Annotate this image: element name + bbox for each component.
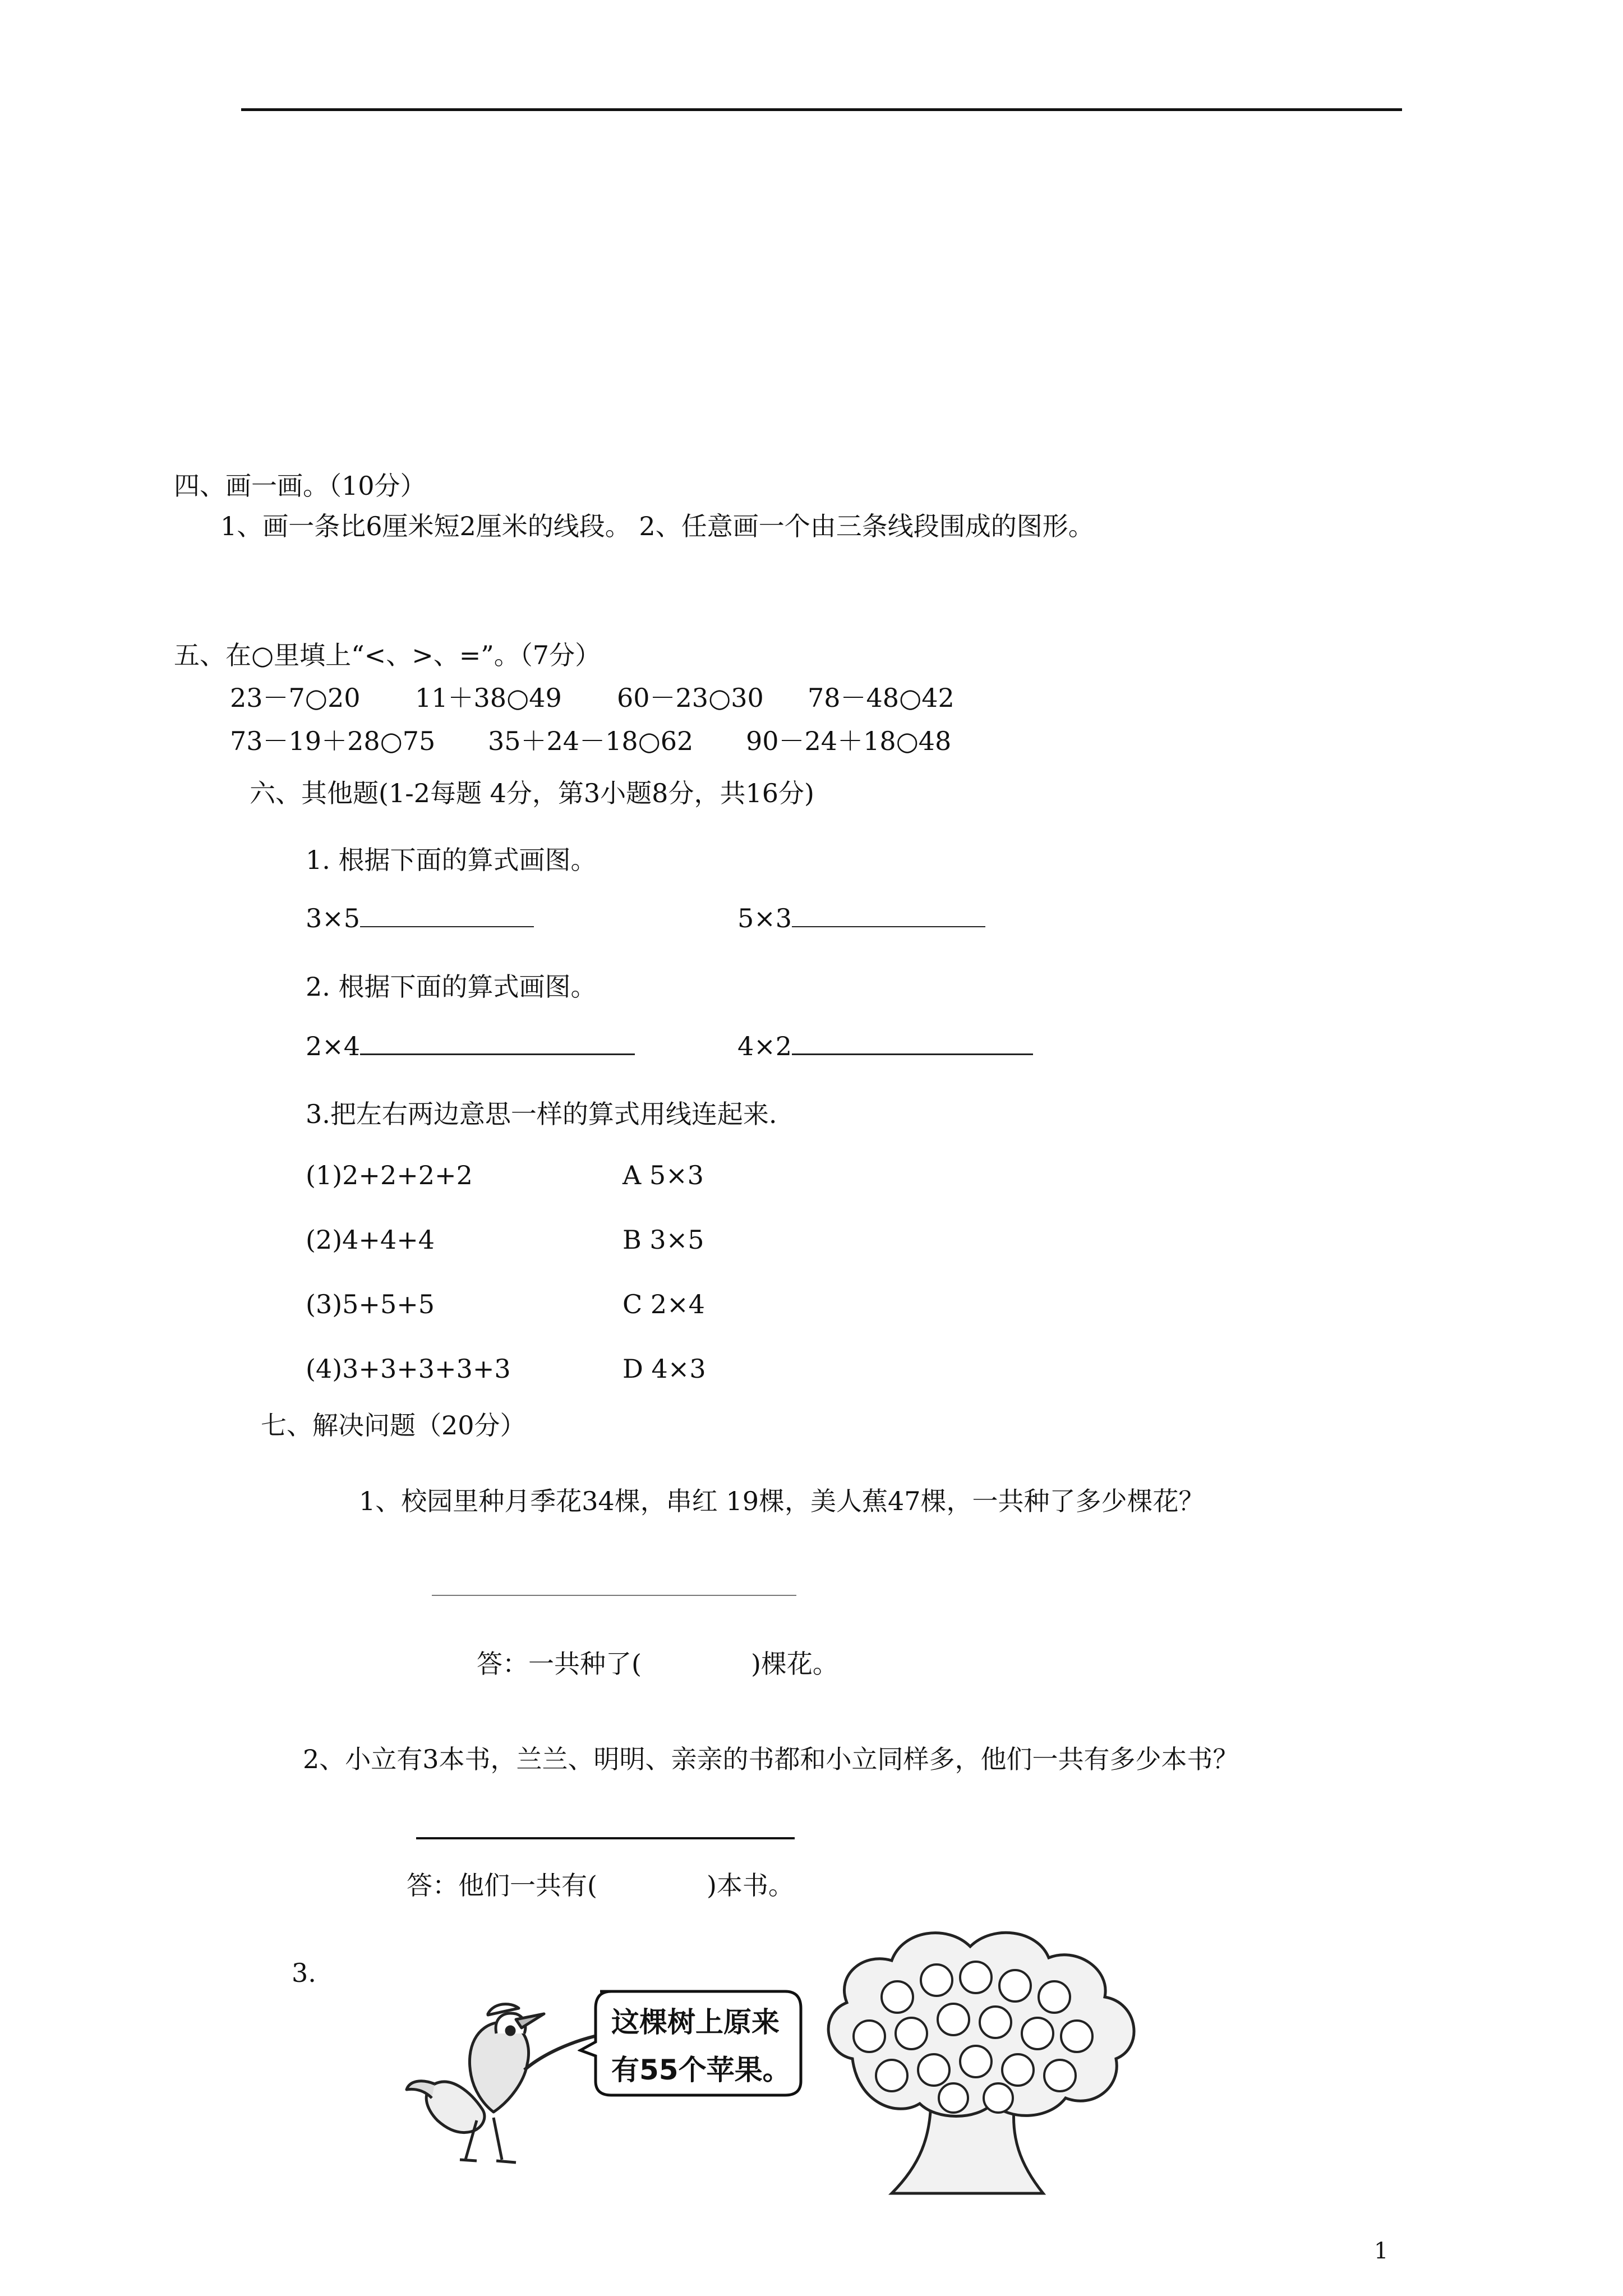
expression-label: 2×4 [306, 1031, 361, 1061]
compare-item: 90－24＋18○48 [746, 726, 952, 756]
draw-expression-5x3 [737, 903, 985, 933]
compare-item: 35＋24－18○62 [488, 726, 694, 756]
speech-line-2: 有55个苹果。 [611, 2054, 791, 2086]
match-left-item: (3)5+5+5 [306, 1289, 435, 1319]
draw-expression-3x5 [306, 903, 534, 933]
section-7-title: 七、解决问题（20分） [261, 1410, 526, 1441]
match-right-item: A 5×3 [623, 1160, 704, 1190]
answer-blank[interactable] [792, 1031, 1033, 1055]
speech-line-1: 这棵树上原来 [611, 2006, 780, 2039]
problem-3: 3. [292, 1958, 316, 1988]
header-rule [241, 108, 1402, 111]
match-left-item: (4)3+3+3+3+3 [306, 1354, 511, 1384]
answer-prefix: 答：他们一共有( [407, 1870, 597, 1901]
compare-item: 78－48○42 [808, 683, 955, 713]
match-right-item: C 2×4 [623, 1289, 705, 1319]
answer-2 [407, 1865, 794, 1902]
page-number: 1 [1374, 2238, 1389, 2264]
answer-suffix: )本书。 [706, 1870, 794, 1901]
answer-1 [477, 1644, 838, 1681]
section-6-q2: 2. 根据下面的算式画图。 [306, 972, 597, 1002]
section-6-title: 六、其他题(1-2每题 4分，第3小题8分，共16分) [250, 778, 814, 808]
match-left-item: (2)4+4+4 [306, 1225, 435, 1255]
answer-prefix: 答：一共种了( [477, 1649, 642, 1679]
section-4-question: 1、画一条比6厘米短2厘米的线段。 2、任意画一个由三条线段围成的图形。 [220, 511, 1094, 541]
apple-tree-illustration [808, 1913, 1189, 2210]
answer-blank[interactable] [360, 904, 534, 927]
section-6-q3: 3.把左右两边意思一样的算式用线连起来. [306, 1099, 777, 1129]
expression-label: 5×3 [737, 903, 792, 933]
match-right-item: B 3×5 [623, 1225, 704, 1255]
draw-expression-2x4 [306, 1031, 635, 1061]
compare-item: 11＋38○49 [415, 683, 562, 713]
answer-line-2[interactable] [416, 1837, 795, 1839]
answer-blank[interactable] [360, 1031, 635, 1055]
compare-item: 60－23○30 [617, 683, 764, 713]
problem-2: 2、小立有3本书，兰兰、明明、亲亲的书都和小立同样多，他们一共有多少本书？ [303, 1744, 1239, 1774]
problem-1: 1、校园里种月季花34棵，串红 19棵，美人蕉47棵，一共种了多少棵花？ [359, 1486, 1205, 1516]
section-5-title: 五、在○里填上“<、>、=”。（7分） [174, 640, 601, 670]
match-right-item: D 4×3 [623, 1354, 706, 1384]
section-6-q1: 1. 根据下面的算式画图。 [306, 845, 597, 875]
answer-blank[interactable] [792, 904, 985, 927]
answer-line-1[interactable] [432, 1595, 796, 1596]
compare-item: 23－7○20 [230, 683, 361, 713]
draw-expression-4x2 [737, 1031, 1033, 1061]
compare-item: 73－19＋28○75 [230, 726, 436, 756]
answer-suffix: )棵花。 [750, 1649, 838, 1679]
expression-label: 3×5 [306, 903, 361, 933]
match-left-item: (1)2+2+2+2 [306, 1160, 473, 1190]
expression-label: 4×2 [737, 1031, 792, 1061]
section-4-title: 四、画一画。（10分） [174, 471, 426, 501]
